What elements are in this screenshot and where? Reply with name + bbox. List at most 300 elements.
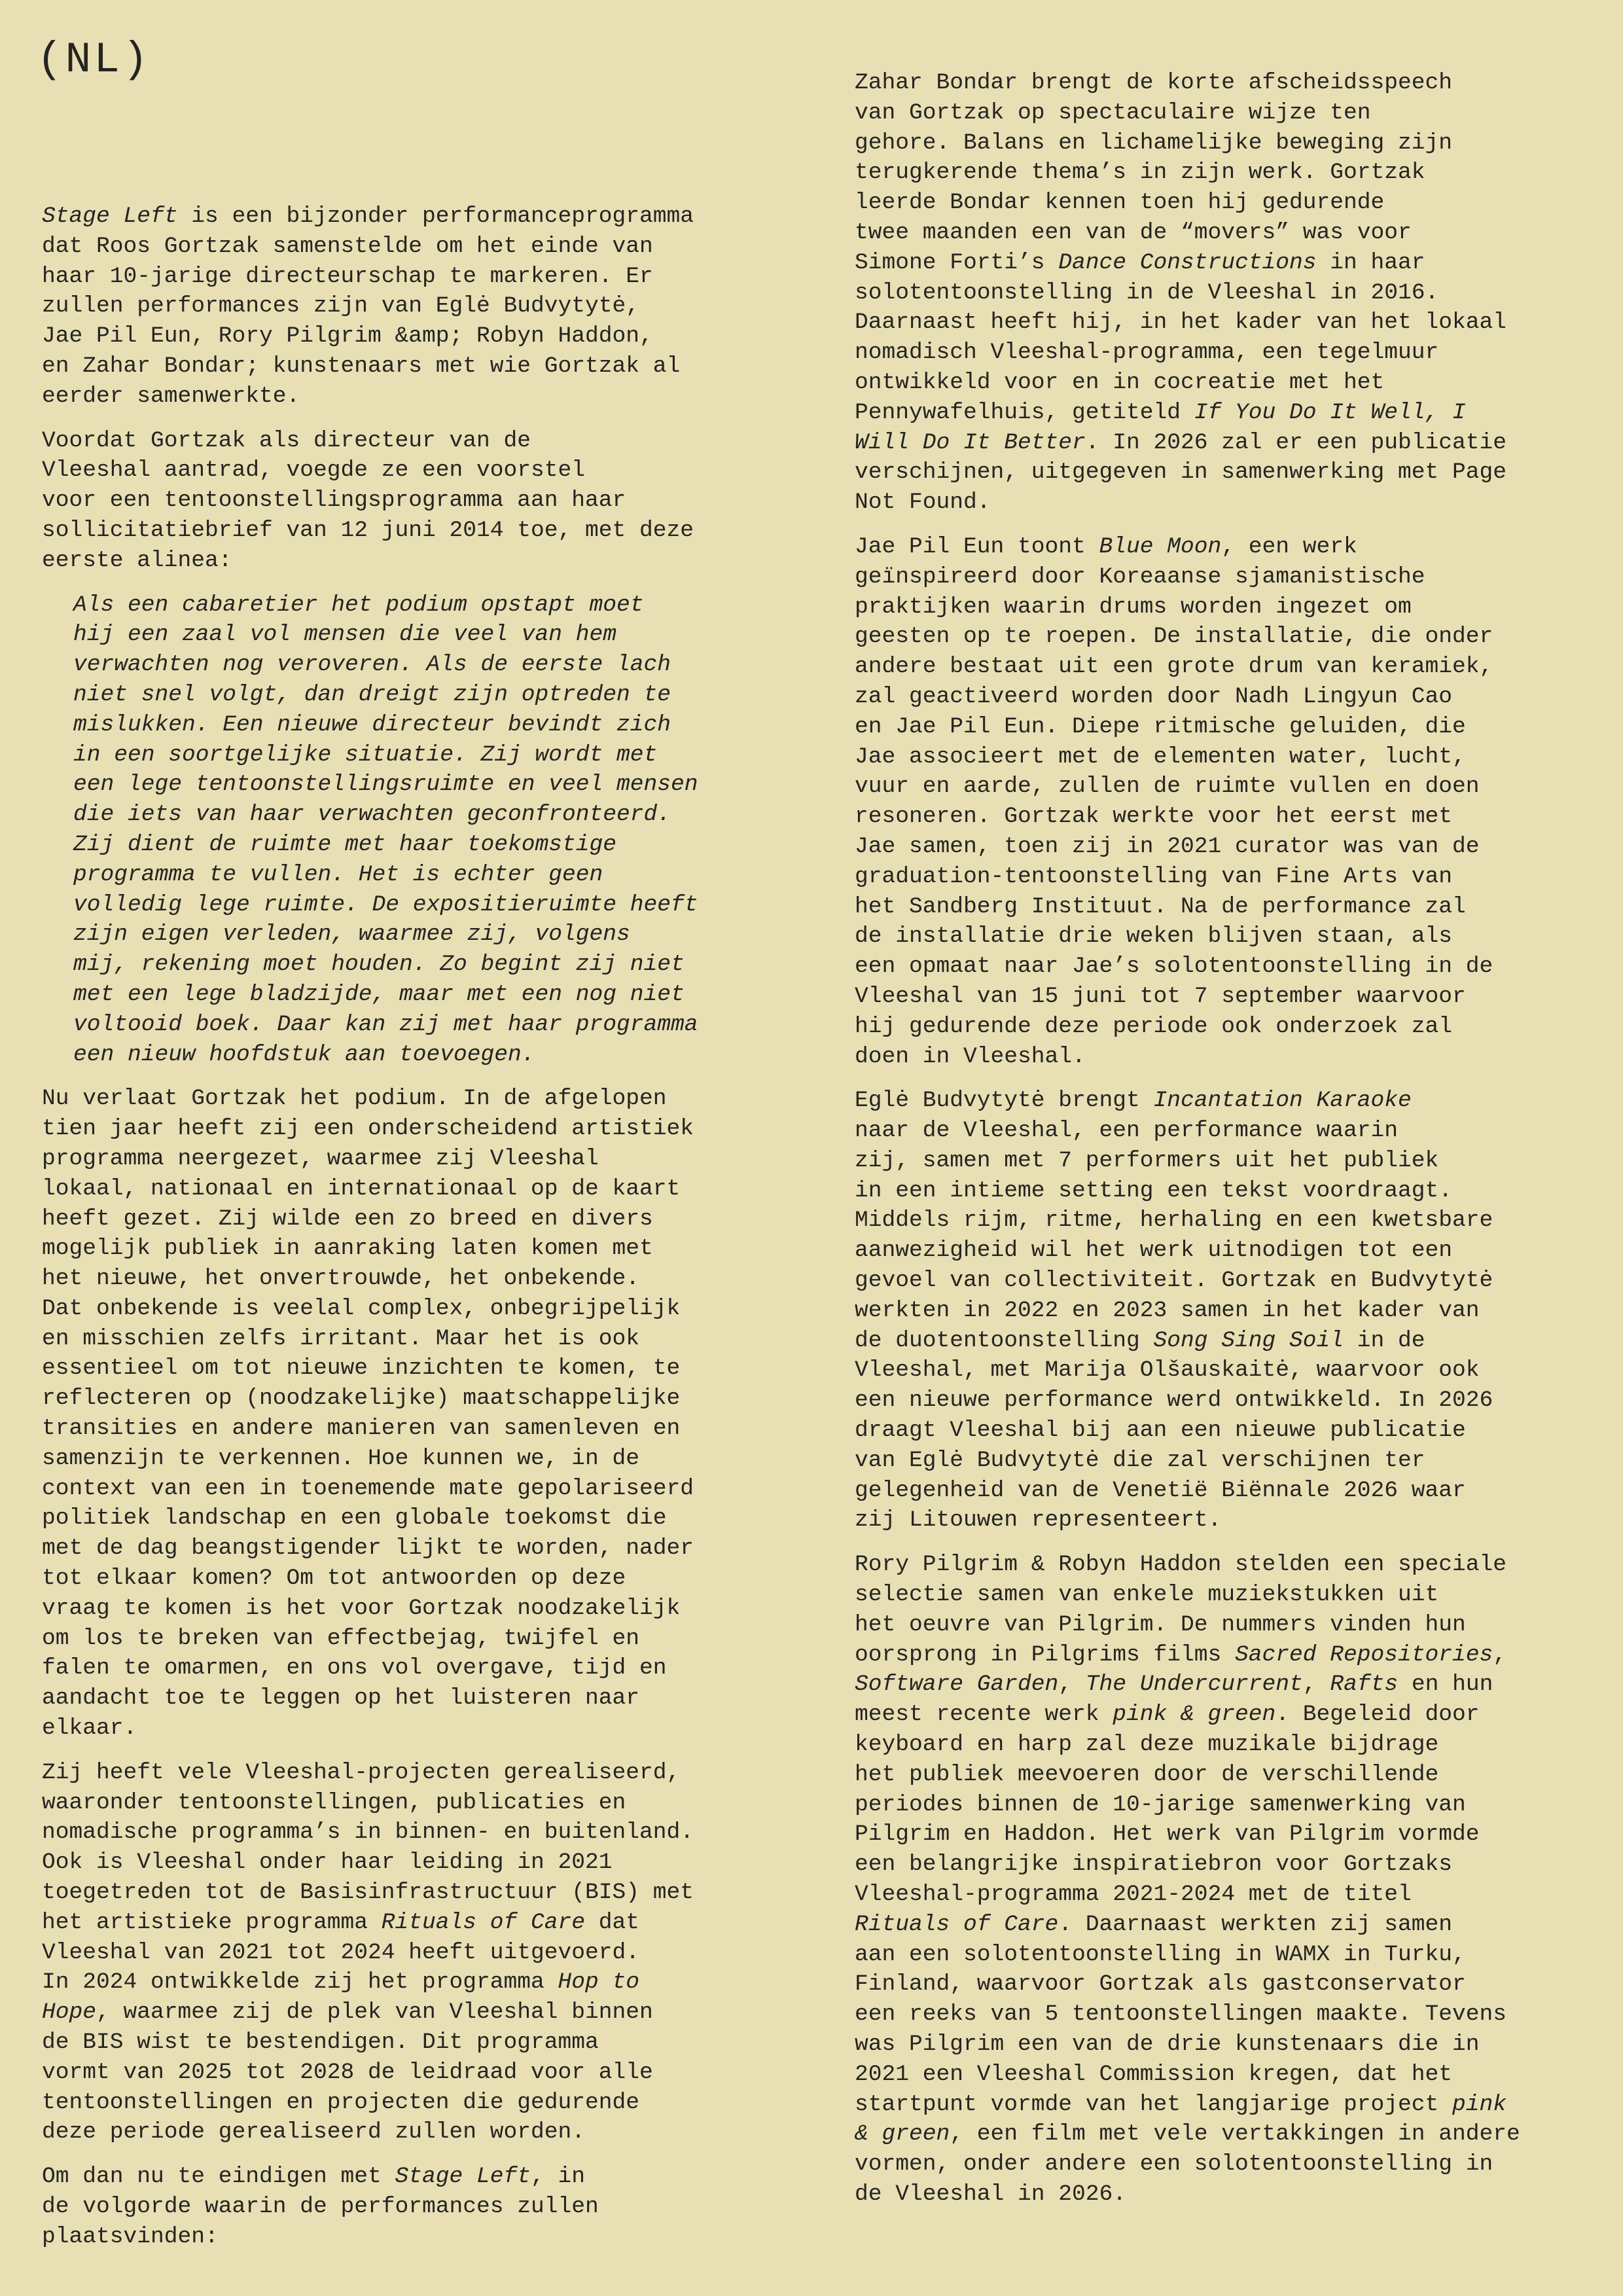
text-run: in de [1344,1327,1425,1354]
text-run: met de dag beangstigender lijkt te worden, nader [42,1535,694,1562]
italic-title: Rafts [1330,1672,1399,1698]
text-run: , een film met vele vertakkingen in andere [950,2121,1520,2147]
text-run: de duotentoonstelling [855,1327,1154,1354]
text-run: aandacht toe te leggen op het luisteren naar [42,1685,640,1712]
text-line [42,1534,768,1564]
text-line [855,1760,1581,1790]
italic-title: Hope [42,2000,97,2026]
text-line [42,1114,768,1144]
text-run: het Sandberg Instituut. Na de performance zal [855,893,1466,920]
text-run: nomadische programma’s in binnen- en buitenland. [42,1820,694,1846]
paragraph [42,202,768,412]
text-line [855,1266,1581,1296]
text-run: sollicitatiebrief van 12 juni 2014 toe, met deze [42,517,694,543]
text-line [855,1326,1581,1356]
text-run: , [1058,1672,1086,1698]
text-run: toegetreden tot de Basisinfrastructuur (BIS) met [42,1880,694,1906]
text-line [73,710,768,740]
text-line [42,1444,768,1474]
text-line [42,2192,768,2222]
text-run: Zahar Bondar brengt de korte afscheidsspeech [855,70,1453,96]
text-line [855,188,1581,218]
text-run: Middels rijm, ritme, herhaling en een kwetsbare [855,1208,1493,1234]
italic-title: Dance Constructions [1058,249,1317,276]
text-run: en Jae Pil Eun. Diepe ritmische geluiden, die [855,713,1466,740]
text-run: lokaal, nationaal en internationaal op de kaart [42,1175,681,1202]
italic-title: Rituals of Care [855,1911,1059,1937]
text-run: en hun [1398,1672,1493,1698]
text-run: tot elkaar komen? Om tot antwoorden op deze [42,1566,626,1592]
text-run: hij een zaal vol mensen die veel van hem [73,622,617,648]
text-line [855,532,1581,562]
text-run: draagt Vleeshal bij aan een nieuwe publicatie [855,1418,1466,1444]
text-run: Pilgrim en Haddon. Het werk van Pilgrim vormde [855,1821,1480,1848]
text-run: een nieuw hoofdstuk aan toevoegen. [73,1041,535,1067]
text-run: tien jaar heeft zij een onderscheidend artistiek [42,1116,694,1142]
text-line [855,1550,1581,1580]
italic-title: Hop to [558,1969,640,1996]
text-run: , een werk [1221,533,1357,560]
text-line [42,321,768,351]
text-run: keyboard en harp zal deze muzikale bijdrage [855,1732,1439,1758]
text-run: de volgorde waarin de performances zullen [42,2194,599,2219]
text-run: Not Found. [855,490,991,516]
text-line [855,428,1581,458]
text-line [855,1910,1581,1940]
italic-title: If You Do It Well, I [1194,399,1466,425]
text-run: Vleeshal van 15 juni tot 7 september waarvoor [855,983,1466,1009]
text-line [855,457,1581,488]
text-run: leerde Bondar kennen toen hij gedurende [855,190,1385,216]
text-run: falen te omarmen, en ons vol overgave, tijd en [42,1655,667,1681]
text-run: van Gortzak op spectaculaire wijze ten [855,99,1371,126]
text-run: Vleeshal van 2021 tot 2024 heeft uitgevoerd. [42,1939,640,1965]
text-run: eerste alinea: [42,547,232,573]
text-run: Jae Pil Eun toont [855,533,1099,560]
text-line [855,1640,1581,1670]
text-run: vraag te komen is het voor Gortzak noodzakelijk [42,1595,681,1621]
text-run: Pennywafelhuis, getiteld [855,399,1194,425]
text-line [42,546,768,576]
text-line [855,1476,1581,1506]
text-line [42,202,768,232]
text-line [73,1040,768,1070]
text-run: Vleeshal aantrad, voegde ze een voorstel [42,457,586,484]
text-line [73,680,768,710]
text-run: , [1493,1641,1507,1668]
right-column [855,68,1581,2224]
left-column [42,202,768,2267]
text-run: het artistieke programma [42,1909,382,1935]
text-run: zijn eigen verleden, waarmee zij, volgens [73,922,630,948]
text-line [42,1653,768,1683]
text-line [855,68,1581,98]
text-line [855,1580,1581,1610]
text-line [73,920,768,950]
text-line [73,770,768,800]
text-run: elkaar. [42,1715,137,1742]
text-run: Als een cabaretier het podium opstapt moet [73,592,644,618]
text-run: van Eglė Budvytytė die zal verschijnen ter [855,1447,1425,1473]
text-line [42,2222,768,2252]
text-line [73,800,768,830]
text-line [855,1355,1581,1386]
text-line [855,742,1581,772]
text-line [42,1848,768,1878]
text-run: politiek landschap en een globale toekomst die [42,1505,667,1532]
italic-title: pink [1452,2091,1507,2117]
text-line [855,368,1581,398]
text-line [855,308,1581,338]
text-line [855,1610,1581,1640]
text-run: twee maanden een van de “movers” was voor [855,219,1412,245]
text-run: Nu verlaat Gortzak het podium. In de afgelopen [42,1086,667,1112]
text-run: Eglė Budvytytė brengt [855,1088,1154,1114]
text-run: verwachten nog veroveren. Als de eerste lach [73,652,671,678]
text-run: eerder samenwerkte. [42,383,300,409]
text-run: . Daarnaast werkten zij samen [1058,1911,1453,1937]
text-run: programma te vullen. Het is echter geen [73,861,603,888]
text-line [42,2028,768,2058]
paragraph [855,1086,1581,1535]
text-run: was Pilgrim een van de drie kunstenaars die in [855,2032,1480,2057]
italic-title: Incantation Karaoke [1153,1088,1412,1114]
text-run: ontwikkeld voor en in cocreatie met het [855,369,1385,395]
text-run: context van een in toenemende mate gepolariseerd [42,1475,694,1501]
text-run: essentieel om tot nieuwe inzichten te komen, te [42,1355,681,1382]
text-line [42,426,768,456]
text-line [855,622,1581,652]
paragraph [855,68,1581,518]
text-run: zullen performances zijn van Eglė Budvytytė, [42,293,640,319]
text-line [42,1758,768,1788]
text-run: het publiek meevoeren door de verschillende [855,1761,1439,1787]
text-line [855,488,1581,518]
text-run: de Vleeshal in 2026. [855,2181,1127,2207]
text-line [855,682,1581,712]
text-run: de BIS wist te bestendigen. Dit programma [42,2030,599,2056]
text-run: , [1302,1672,1330,1698]
text-line [42,1474,768,1504]
text-line [42,1174,768,1204]
text-run: andere bestaat uit een grote drum van keramiek, [855,654,1493,680]
text-run: naar de Vleeshal, een performance waarin [855,1118,1399,1144]
paragraph [855,532,1581,1071]
text-run: een opmaat naar Jae’s solotentoonstelling in de [855,954,1493,980]
text-line [855,1670,1581,1700]
text-run: , in [531,2164,586,2190]
text-run: is een bijzonder performanceprogramma [177,204,694,229]
text-line [855,1790,1581,1820]
text-run: heeft gezet. Zij wilde een zo breed en divers [42,1206,653,1232]
text-line [42,1204,768,1234]
text-run: geïnspireerd door Koreaanse sjamanistische [855,564,1425,590]
text-line [855,1505,1581,1535]
text-run: resoneren. Gortzak werkte voor het eerst met [855,804,1453,830]
text-line [42,1564,768,1594]
text-line [42,1324,768,1354]
text-run: gelegenheid van de Venetië Biënnale 2026 waar [855,1477,1466,1503]
text-run: dat Roos Gortzak samenstelde om het einde van [42,233,653,259]
text-run: reflecteren op (noodzakelijke) maatschappelijke [42,1386,681,1412]
text-run: Zij heeft vele Vleeshal-projecten gerealiseerd, [42,1759,681,1785]
text-line [855,1386,1581,1416]
text-run: programma neergezet, waarmee zij Vleeshal [42,1145,599,1172]
text-line [73,590,768,620]
text-run: deze periode gerealiseerd zullen worden. [42,2119,586,2145]
italic-title: pink & green [1113,1702,1276,1728]
text-run: vuur en aarde, zullen de ruimte vullen en doen [855,774,1480,800]
text-line [42,1878,768,1908]
text-run: zal geactiveerd worden door Nadh Lingyun Cao [855,683,1453,709]
text-run: Vleeshal-programma 2021-2024 met de titel [855,1882,1412,1908]
paragraph [855,1550,1581,2210]
italic-title: The Undercurrent [1085,1672,1303,1698]
text-run: In 2024 ontwikkelde zij het programma [42,1969,558,1996]
text-line [855,1042,1581,1072]
text-run: vormt van 2025 tot 2028 de leidraad voor alle [42,2059,653,2085]
text-run: een lege tentoonstellingsruimte en veel mensen [73,772,698,798]
text-run: de installatie drie weken blijven staan, als [855,924,1453,950]
text-line [855,2149,1581,2179]
text-line [855,1820,1581,1850]
text-run: Daarnaast heeft hij, in het kader van het lokaal [855,310,1507,336]
text-line [855,1880,1581,1910]
text-line [855,2179,1581,2210]
text-run: solotentoonstelling in de Vleeshal in 2016. [855,279,1439,306]
text-line [42,1908,768,1938]
text-line [42,1967,768,1998]
text-run: voor een tentoonstellingsprogramma aan haar [42,488,626,514]
text-line [855,158,1581,188]
text-line [855,922,1581,952]
text-run: Jae Pil Eun, Rory Pilgrim &amp; Robyn Haddon, [42,323,653,350]
text-line [855,2090,1581,2120]
text-line [73,740,768,770]
text-line [42,1594,768,1624]
text-line [855,982,1581,1012]
text-run: aanwezigheid wil het werk uitnodigen tot een [855,1238,1453,1264]
text-run: in haar [1316,249,1425,276]
text-run: doen in Vleeshal. [855,1043,1086,1069]
text-run: 2021 een Vleeshal Commission kregen, dat het [855,2061,1453,2087]
text-line [73,650,768,680]
text-run: met een lege bladzijde, maar met een nog niet [73,981,685,1007]
text-line [42,2162,768,2192]
text-line [73,950,768,980]
text-run: haar 10-jarige directeurschap te markeren. Er [42,263,653,289]
text-run: Jae associeert met de elementen water, lucht, [855,744,1466,770]
text-run: gehore. Balans en lichamelijke beweging zijn [855,130,1453,156]
text-run: in een intieme setting een tekst voordraagt. [855,1177,1453,1204]
text-run: en Zahar Bondar; kunstenaars met wie Gortzak al [42,353,681,379]
text-line [855,2030,1581,2060]
text-run: selectie samen van enkele muziekstukken uit [855,1582,1439,1608]
text-line [42,1084,768,1114]
text-line [42,456,768,486]
text-line [42,2058,768,2088]
text-run: mislukken. Een nieuwe directeur bevindt zich [73,711,671,738]
text-line [73,1010,768,1040]
text-run: graduation-tentoonstelling van Fine Arts van [855,863,1453,889]
italic-title: Song Sing Soil [1153,1327,1344,1354]
text-run: transities en andere manieren van samenleven en [42,1416,681,1442]
text-line [42,1683,768,1713]
text-run: praktijken waarin drums worden ingezet om [855,594,1412,620]
text-line [42,291,768,321]
text-run: geesten op te roepen. De installatie, die onder [855,624,1493,650]
text-run: hij gedurende deze periode ook onderzoek zal [855,1013,1453,1039]
text-run: volledig lege ruimte. De expositieruimte heeft [73,891,698,918]
text-line [42,1938,768,1968]
text-line [42,1234,768,1264]
text-line [855,1206,1581,1236]
italic-title: & green [855,2121,950,2147]
text-line [42,1354,768,1384]
text-line [42,2088,768,2118]
text-line [42,1144,768,1174]
text-line [855,248,1581,278]
text-line [855,2000,1581,2030]
text-line [42,1264,768,1294]
text-run: in een soortgelijke situatie. Zij wordt met [73,742,658,768]
text-line [42,1998,768,2028]
text-run: zij Litouwen representeert. [855,1507,1222,1534]
block-quote [73,590,768,1070]
italic-title: Will Do It Better [855,429,1086,456]
text-line [855,562,1581,592]
text-line [42,1713,768,1744]
text-line [855,1086,1581,1116]
text-line [855,1236,1581,1266]
text-run: plaatsvinden: [42,2223,219,2250]
text-run: Zij dient de ruimte met haar toekomstige [73,831,617,857]
text-run: voltooid boek. Daar kan zij met haar programma [73,1011,698,1037]
text-run: het oeuvre van Pilgrim. De nummers vinden hun [855,1611,1466,1638]
text-run: vormen, onder andere een solotentoonstelling in [855,2151,1493,2178]
text-line [42,382,768,412]
text-run: tentoonstellingen en projecten die gedurende [42,2089,640,2115]
text-line [73,860,768,890]
text-run: Voordat Gortzak als directeur van de [42,427,531,454]
text-line [855,772,1581,802]
text-line [855,128,1581,158]
italic-title: Software Garden [855,1672,1059,1698]
text-run: een reeks van 5 tentoonstellingen maakte. Tevens [855,2001,1507,2028]
text-line [42,1624,768,1654]
text-line [855,832,1581,862]
text-run: een belangrijke inspiratiebron voor Gortzaks [855,1852,1453,1878]
text-line [855,1146,1581,1176]
text-line [855,98,1581,128]
text-run: oorsprong in Pilgrims films [855,1641,1236,1668]
italic-title: Stage Left [395,2164,531,2190]
text-line [855,1940,1581,1970]
text-run: om los te breken van effectbejag, twijfel en [42,1625,640,1651]
text-line [855,1730,1581,1760]
text-run: terugkerende thema’s in zijn werk. Gortzak [855,160,1425,186]
text-line [42,1818,768,1848]
text-line [855,278,1581,308]
text-line [855,712,1581,742]
paragraph [42,1758,768,2147]
text-line [855,1012,1581,1042]
text-run: startpunt vormde van het langjarige project [855,2091,1453,2117]
text-line [855,338,1581,368]
text-line [42,516,768,546]
text-line [42,1294,768,1324]
language-label: (NL) [37,35,151,84]
paragraph [42,426,768,576]
text-run: werkten in 2022 en 2023 samen in het kader van [855,1297,1480,1323]
text-run: nomadisch Vleeshal-programma, een tegelmuur [855,340,1439,366]
text-run: Dat onbekende is veelal complex, onbegrijpelijk [42,1295,681,1321]
text-line [855,1116,1581,1146]
text-run: gevoel van collectiviteit. Gortzak en Budvytytė [855,1268,1493,1294]
text-run: dat [585,1909,640,1935]
text-run: Jae samen, toen zij in 2021 curator was van de [855,833,1480,859]
text-run: waaronder tentoonstellingen, publicaties en [42,1789,626,1816]
text-run: en misschien zelfs irritant. Maar het is ook [42,1325,640,1352]
paragraph [42,1084,768,1744]
text-run: verschijnen, uitgegeven in samenwerking met Page [855,459,1507,486]
text-line [73,620,768,650]
text-run: niet snel volgt, dan dreigt zijn optreden te [73,681,671,708]
italic-title: Stage Left [42,204,178,229]
text-line [73,980,768,1010]
text-line [73,890,768,920]
text-line [42,1788,768,1818]
text-line [855,218,1581,248]
text-line [855,398,1581,428]
text-run: . In 2026 zal er een publicatie [1085,429,1507,456]
text-run: meest recente werk [855,1702,1113,1728]
text-line [42,1384,768,1414]
text-line [855,2119,1581,2149]
text-run: samenzijn te verkennen. Hoe kunnen we, in de [42,1445,640,1471]
text-line [42,232,768,262]
text-run: , waarmee zij de plek van Vleeshal binnen [96,2000,653,2026]
text-line [855,1176,1581,1206]
text-run: mogelijk publiek in aanraking laten komen met [42,1236,653,1262]
text-run: periodes binnen de 10-jarige samenwerking van [855,1791,1466,1818]
italic-title: Blue Moon [1099,533,1222,560]
text-line [42,1414,768,1444]
text-run: mij, rekening moet houden. Zo begint zij niet [73,952,685,978]
paragraph [42,2162,768,2251]
text-run: een nieuwe performance werd ontwikkeld. In 2026 [855,1388,1493,1414]
text-run: Rory Pilgrim & Robyn Haddon stelden een speciale [855,1552,1507,1578]
text-run: Om dan nu te eindigen met [42,2164,395,2190]
text-line [855,952,1581,982]
text-line [855,862,1581,892]
text-line [855,592,1581,622]
italic-title: Rituals of Care [381,1909,586,1935]
text-run: Simone Forti’s [855,249,1059,276]
text-line [42,351,768,382]
text-line [855,1296,1581,1326]
text-line [42,262,768,292]
text-run: aan een solotentoonstelling in WAMX in Turku, [855,1941,1466,1967]
text-line [855,802,1581,832]
text-run: Vleeshal, met Marija Olšauskaitė, waarvoor ook [855,1357,1480,1384]
text-line [855,2060,1581,2090]
text-line [855,1446,1581,1476]
text-line [73,830,768,860]
text-line [855,892,1581,922]
text-line [42,486,768,516]
text-line [855,1850,1581,1880]
